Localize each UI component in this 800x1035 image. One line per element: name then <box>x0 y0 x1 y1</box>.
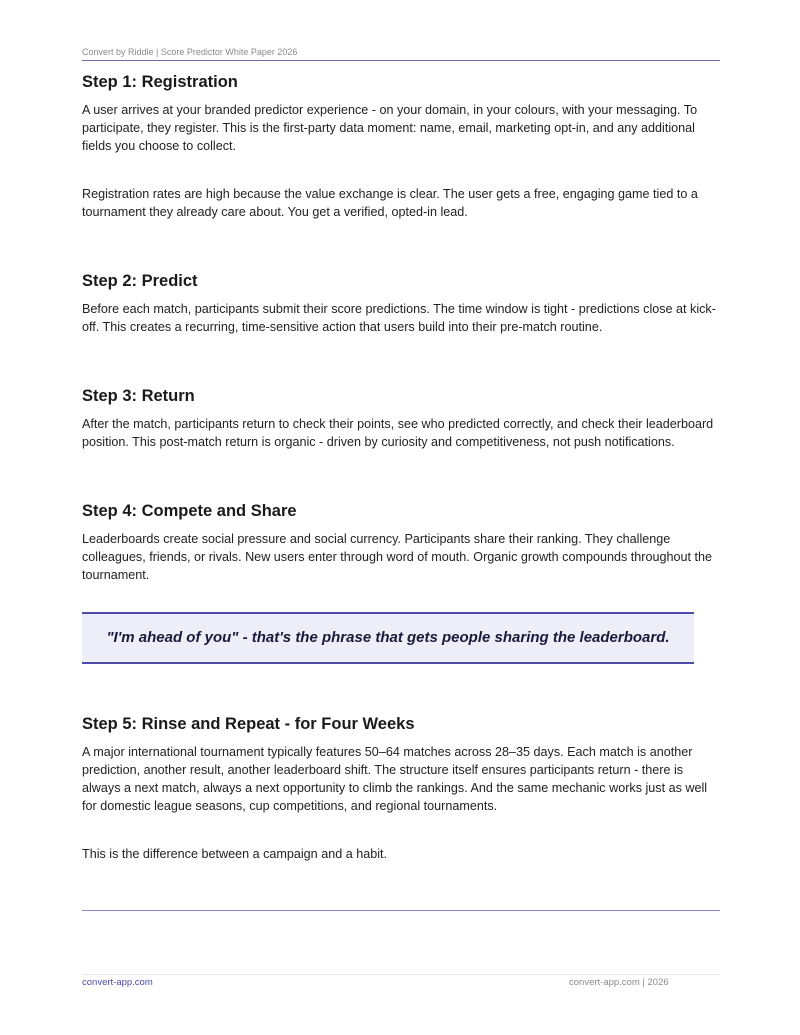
section-heading: Step 4: Compete and Share <box>82 502 297 520</box>
footer-divider <box>82 974 720 975</box>
document-page <box>82 0 720 1035</box>
paragraph: Before each match, participants submit their score predictions. The time window is tight - predictions close at kick-off. This creates a recurring, time-sensitive action that users build into their pre-match routine. <box>82 302 716 334</box>
paragraph: Registration rates are high because the value exchange is clear. The user gets a free, engaging game tied to a tournament they already care about. You get a verified, opted-in lead. <box>82 187 698 219</box>
page-content <box>82 70 720 863</box>
section-step-5 <box>82 712 720 863</box>
paragraph: A major international tournament typically features 50–64 matches across 28–35 days. Each match is another prediction, another result, another leaderboard shift. The structure itself ensures participants return - there is always a next match, always a next opportunity to climb the rankings. And the same mechanic works just as well for domestic league seasons, cup competitions, and regional tournaments. <box>82 745 708 813</box>
section-step-2 <box>82 269 720 336</box>
section-heading: Step 3: Return <box>82 387 195 405</box>
footer-website-link[interactable]: convert-app.com <box>82 977 153 988</box>
running-header: Convert by Riddle | Score Predictor White Paper 2026 <box>82 47 720 61</box>
paragraph: After the match, participants return to check their points, see who predicted correctly, and check their leaderboard position. This post-match return is organic - driven by curiosity and competitiveness, not push notifications. <box>82 417 714 449</box>
callout-quote: "I'm ahead of you" - that's the phrase that gets people sharing the leaderboard. <box>82 612 694 664</box>
section-step-1 <box>82 70 720 221</box>
section-divider <box>82 910 720 911</box>
section-heading: Step 1: Registration <box>82 73 238 91</box>
paragraph: Leaderboards create social pressure and social currency. Participants share their ranking. They challenge colleagues, friends, or rivals. New users enter through word of mouth. Organic growth compounds throughout the tournament. <box>82 532 713 582</box>
section-heading: Step 5: Rinse and Repeat - for Four Weeks <box>82 715 415 733</box>
section-step-4 <box>82 499 720 584</box>
paragraph: This is the difference between a campaign and a habit. <box>82 847 388 861</box>
paragraph: A user arrives at your branded predictor experience - on your domain, in your colours, with your messaging. To participate, they register. This is the first-party data moment: name, email, marketing opt-in, and any additional fields you choose to collect. <box>82 103 698 153</box>
section-heading: Step 2: Predict <box>82 272 198 290</box>
footer-page-info: convert-app.com | 2026 <box>569 977 669 988</box>
section-step-3 <box>82 384 720 451</box>
